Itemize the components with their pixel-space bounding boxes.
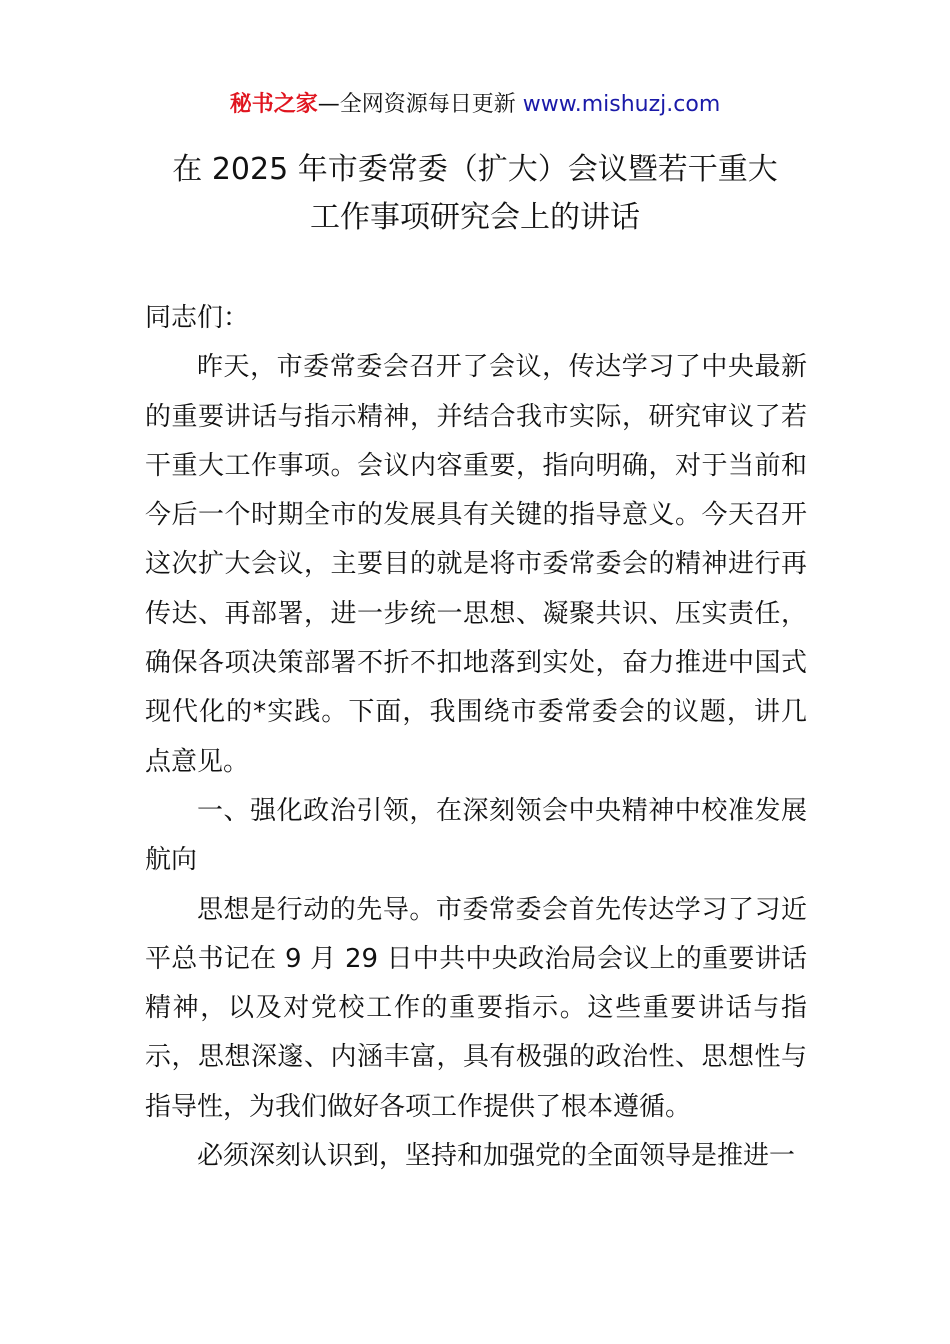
- document-body: [145, 294, 807, 1181]
- site-brand: 秘书之家: [229, 92, 318, 117]
- title-line-1: 在 2025 年市委常委（扩大）会议暨若干重大: [172, 152, 778, 187]
- paragraph: 昨天，市委常委会召开了会议，传达学习了中央最新的重要讲话与指示精神，并结合我市实际，研究审议了若干重大工作事项。会议内容重要，指向明确，对于当前和今后一个时期全市的发展具有关键的指导意义。今天召开这次扩大会议，主要目的就是将市委常委会的精神进行再传达、再部署，进一步统一思想、凝聚共识、压实责任，确保各项决策部署不折不扣地落到实处，奋力推进中国式现代化的*实践。下面，我围绕市委常委会的议题，讲几点意见。: [145, 352, 807, 777]
- salutation: 同志们：: [145, 303, 250, 333]
- paragraph: 思想是行动的先导。市委常委会首先传达学习了习近平总书记在 9 月 29 日中共中央政治局会议上的重要讲话精神，以及对党校工作的重要指示。这些重要讲话与指示，思想深邃、内涵丰富，具有极强的政治性、思想性与指导性，为我们做好各项工作提供了根本遵循。: [145, 894, 807, 1122]
- site-url-link[interactable]: www.mishuzj.com: [522, 92, 721, 117]
- title-line-2: 工作事项研究会上的讲话: [310, 200, 640, 235]
- site-header: [0, 89, 950, 121]
- paragraph: 必须深刻认识到，坚持和加强党的全面领导是推进一: [197, 1141, 796, 1172]
- site-tagline: —全网资源每日更新: [317, 92, 523, 117]
- section-heading: 一、强化政治引领，在深刻领会中央精神中校准发展航向: [145, 795, 807, 876]
- document-title: [95, 146, 855, 242]
